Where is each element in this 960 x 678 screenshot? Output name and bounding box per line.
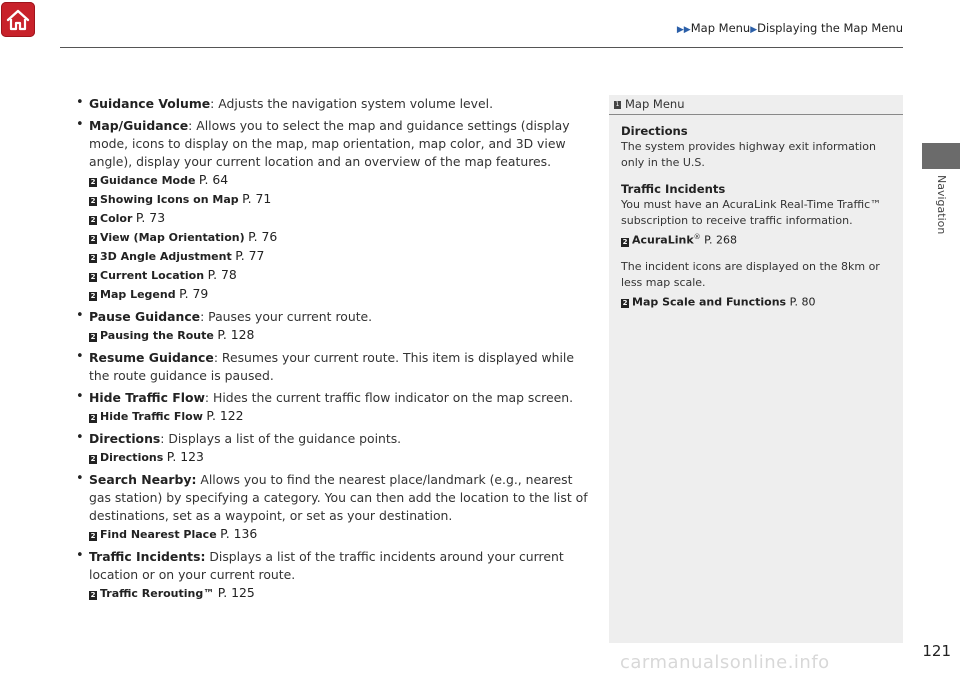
bullet-icon: • — [76, 349, 84, 364]
breadcrumb-arrow-icon: ▶▶ — [676, 25, 691, 35]
sidebar-body — [609, 115, 903, 310]
menu-item-description — [89, 95, 588, 113]
cross-reference-label: View (Map Orientation) — [100, 231, 245, 244]
menu-item-term: Hide Traffic Flow — [89, 390, 205, 405]
menu-item-text: : Displays a list of the guidance points. — [160, 431, 402, 446]
cross-reference-arrow-icon: 2 — [622, 299, 628, 308]
menu-item — [76, 95, 588, 113]
bullet-icon: • — [76, 95, 84, 110]
cross-reference-page: P. 125 — [217, 585, 255, 600]
menu-item-description — [89, 548, 588, 584]
cross-reference-page: P. 79 — [179, 286, 209, 301]
bullet-icon: • — [76, 308, 84, 323]
cross-reference-arrow-icon: 2 — [90, 591, 96, 599]
sidebar-note — [621, 259, 891, 311]
cross-reference-link[interactable] — [89, 326, 588, 345]
cross-reference-label: Directions — [100, 451, 164, 464]
menu-item-text: : Hides the current traffic flow indicator on the map screen. — [204, 390, 574, 405]
cross-reference-page: P. 80 — [789, 295, 816, 309]
cross-reference-label: Current Location — [100, 269, 205, 282]
sidebar-note — [621, 123, 891, 171]
menu-item-text: : Resumes your current route. This item is displayed while the route guidance is paused. — [89, 350, 574, 383]
menu-item-text: : Adjusts the navigation system volume level. — [210, 96, 494, 111]
menu-item — [76, 389, 588, 426]
header-divider — [60, 47, 903, 48]
menu-item — [76, 117, 588, 304]
cross-reference-label: Hide Traffic Flow — [100, 410, 203, 423]
cross-reference-arrow-icon: 2 — [90, 178, 96, 186]
cross-reference-page: P. 73 — [135, 210, 166, 225]
cross-reference-link[interactable] — [89, 584, 588, 603]
cross-reference-arrow-icon: 2 — [90, 235, 96, 243]
breadcrumb — [677, 21, 903, 35]
cross-reference-label: Traffic Rerouting™ — [100, 587, 215, 600]
cross-reference-link[interactable] — [89, 190, 588, 209]
cross-reference-arrow-icon: 2 — [90, 455, 96, 463]
cross-reference-link[interactable] — [621, 229, 891, 249]
menu-item-text: : Pauses your current route. — [200, 309, 373, 324]
cross-reference-page: P. 76 — [248, 229, 278, 244]
sidebar-note-text: The system provides highway exit information only in the U.S. — [621, 140, 876, 169]
cross-reference-label: Map Scale and Functions — [632, 295, 787, 309]
menu-item-text: Displays a list of the traffic incidents around your current location or on your current route. — [89, 549, 564, 582]
menu-item-term: Directions — [89, 431, 161, 446]
cross-reference-arrow-icon: 2 — [90, 333, 96, 341]
menu-item — [76, 308, 588, 345]
sidebar-note-title: Traffic Incidents — [621, 182, 726, 196]
cross-reference-icon: 1 — [615, 100, 620, 108]
cross-reference-page: P. 136 — [220, 526, 258, 541]
menu-item-description — [89, 389, 588, 407]
menu-item-term: Map/Guidance — [89, 118, 189, 133]
cross-reference-link[interactable] — [89, 285, 588, 304]
sidebar-header — [609, 95, 903, 115]
menu-item-description — [89, 471, 588, 525]
home-icon — [6, 9, 30, 31]
page-number: 121 — [922, 642, 951, 660]
cross-reference-arrow-icon: 2 — [90, 292, 96, 300]
cross-reference-arrow-icon: 2 — [90, 532, 96, 540]
bullet-icon: • — [76, 548, 84, 563]
cross-reference-label: Map Legend — [100, 288, 176, 301]
cross-reference-label: Showing Icons on Map — [100, 193, 239, 206]
sidebar-note — [621, 181, 891, 249]
cross-reference-page: P. 78 — [207, 267, 237, 282]
breadcrumb-item[interactable]: Displaying the Map Menu — [757, 21, 903, 35]
sidebar-note-text: The incident icons are displayed on the 8km or less map scale. — [621, 259, 880, 289]
section-tab[interactable] — [922, 143, 960, 169]
registered-mark: ® — [693, 233, 701, 241]
menu-item — [76, 548, 588, 603]
cross-reference-link[interactable] — [89, 407, 588, 426]
cross-reference-label: Color — [100, 212, 133, 225]
cross-reference-page: P. 123 — [166, 449, 204, 464]
menu-item-text: Allows you to find the nearest place/landmark (e.g., nearest gas station) by specifying a category. You can then add the location to the list of destinations, set as a waypoint, or set as your destination. — [89, 472, 588, 523]
main-content — [76, 95, 588, 607]
menu-item-description — [89, 430, 588, 448]
cross-reference-label: Pausing the Route — [100, 329, 214, 342]
menu-item-description — [89, 308, 588, 326]
cross-reference-arrow-icon: 2 — [622, 237, 628, 246]
cross-reference-link[interactable] — [89, 247, 588, 266]
sidebar-notes — [609, 95, 903, 643]
cross-reference-page: P. 268 — [704, 233, 738, 247]
cross-reference-arrow-icon: 2 — [90, 216, 96, 224]
sidebar-title: Map Menu — [625, 97, 685, 111]
bullet-icon: • — [76, 430, 84, 445]
bullet-icon: • — [76, 471, 84, 486]
cross-reference-arrow-icon: 2 — [90, 414, 96, 422]
home-button[interactable] — [1, 2, 35, 37]
menu-item-term: Pause Guidance — [89, 309, 201, 324]
sidebar-note-title: Directions — [621, 124, 688, 138]
cross-reference-link[interactable] — [89, 266, 588, 285]
menu-item — [76, 349, 588, 385]
sidebar-note-text: You must have an AcuraLink Real-Time Traffic™ subscription to receive traffic information. — [621, 198, 882, 227]
menu-item-term: Traffic Incidents: — [89, 549, 206, 564]
breadcrumb-item[interactable]: Map Menu — [690, 21, 751, 35]
cross-reference-arrow-icon: 2 — [90, 254, 96, 262]
menu-item-term: Resume Guidance — [89, 350, 214, 365]
cross-reference-link[interactable] — [621, 291, 891, 311]
cross-reference-link[interactable] — [89, 448, 588, 467]
cross-reference-label: 3D Angle Adjustment — [100, 250, 232, 263]
bullet-icon: • — [76, 117, 84, 132]
menu-item-term: Search Nearby: — [89, 472, 197, 487]
menu-item — [76, 430, 588, 467]
cross-reference-page: P. 128 — [217, 327, 255, 342]
cross-reference-page: P. 71 — [242, 191, 272, 206]
cross-reference-link[interactable] — [89, 525, 588, 544]
menu-item-text: : Allows you to select the map and guidance settings (display mode, icons to display on the map, map orientation, map color, and 3D view angle), display your current location and an overview of the map features. — [89, 118, 570, 169]
menu-item-description — [89, 117, 588, 171]
cross-reference-link[interactable] — [89, 171, 588, 190]
cross-reference-page: P. 64 — [198, 172, 229, 187]
section-tab-label: Navigation — [935, 175, 948, 235]
menu-item-term: Guidance Volume — [89, 96, 211, 111]
breadcrumb-arrow-icon: ▶ — [750, 25, 758, 35]
cross-reference-arrow-icon: 2 — [90, 197, 96, 205]
watermark: carmanualsonline.info — [620, 652, 830, 673]
cross-reference-link[interactable] — [89, 228, 588, 247]
menu-item — [76, 471, 588, 544]
cross-reference-label: Find Nearest Place — [100, 528, 217, 541]
menu-item-description — [89, 349, 588, 385]
cross-reference-link[interactable] — [89, 209, 588, 228]
cross-reference-arrow-icon: 2 — [90, 273, 96, 281]
cross-reference-page: P. 122 — [206, 408, 244, 423]
bullet-icon: • — [76, 389, 84, 404]
cross-reference-label: AcuraLink — [632, 233, 694, 247]
cross-reference-page: P. 77 — [235, 248, 265, 263]
cross-reference-label: Guidance Mode — [100, 174, 196, 187]
